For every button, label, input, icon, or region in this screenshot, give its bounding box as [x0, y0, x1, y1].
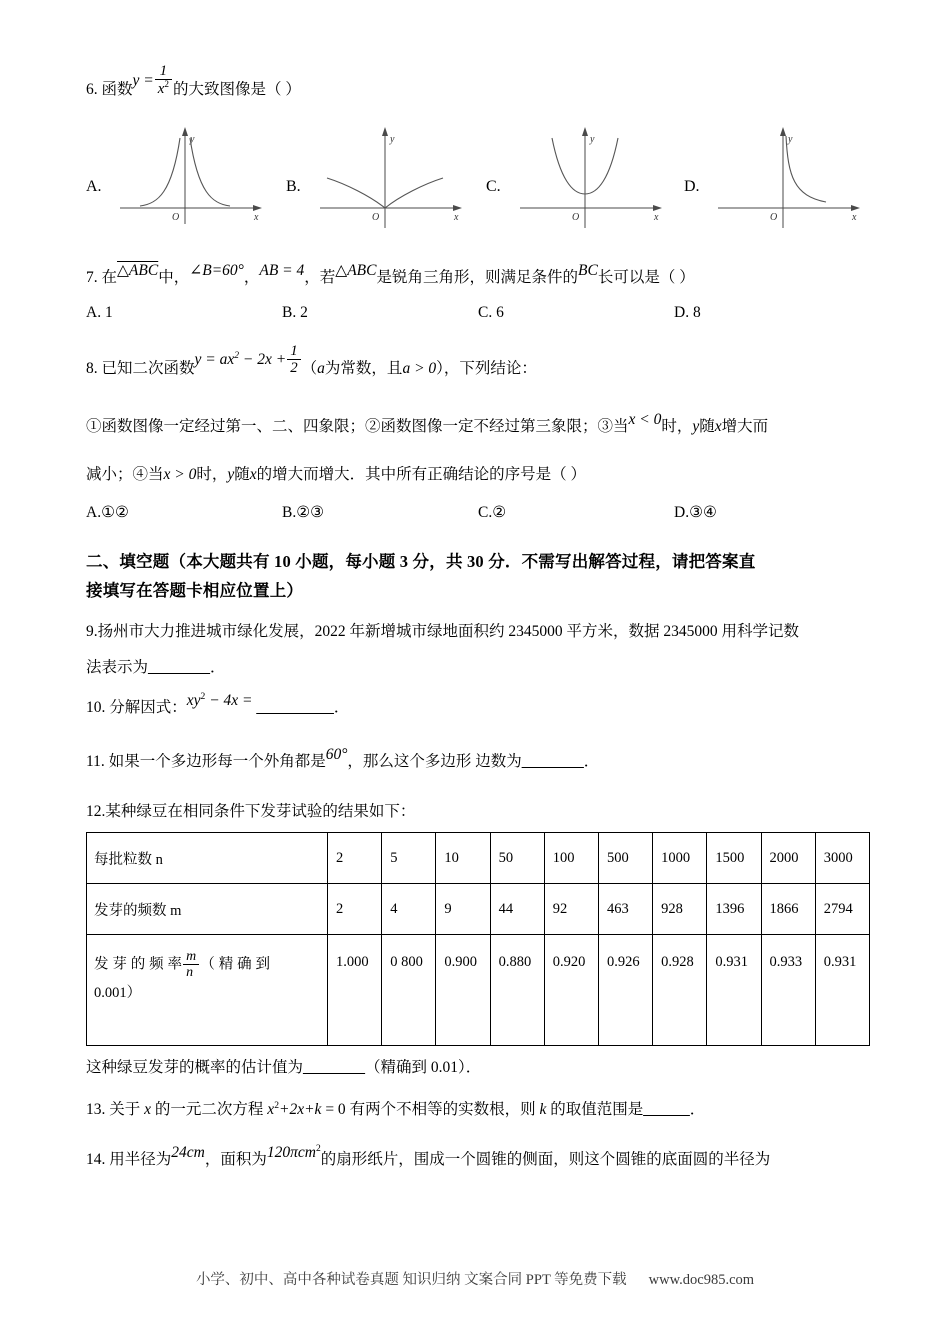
row-label-batch-size: 每批粒数 n — [87, 833, 328, 884]
q6-number: 6. — [86, 80, 98, 98]
q9-number: 9. — [86, 623, 98, 640]
svg-text:y: y — [390, 134, 395, 146]
svg-text:x: x — [254, 212, 259, 224]
question-14 — [86, 1142, 870, 1172]
svg-text:O: O — [572, 212, 580, 224]
q7-number: 7. — [86, 269, 98, 287]
q10-answer-blank[interactable]: __________ — [256, 699, 334, 717]
section-2-heading — [86, 548, 870, 606]
q8-line1-d: 增大而 — [721, 418, 769, 436]
q14-text-2: ，面积为 — [204, 1151, 267, 1169]
table-cell: 5 — [382, 833, 436, 884]
table-cell: 0 800 — [382, 935, 436, 1046]
table-row — [87, 884, 870, 935]
q8-stem-post-3: ），下列结论： — [436, 360, 537, 378]
q8-line1-y: y — [692, 418, 700, 436]
table-cell: 3000 — [815, 833, 869, 884]
q6-formula: y = $\frac{1}{x^2}$ — [133, 63, 173, 97]
table-cell: 500 — [598, 833, 652, 884]
table-cell: 1396 — [707, 884, 761, 935]
q8-line2-d: 的增大而增大．其中所有正确结论的序号是（ ） — [256, 466, 587, 484]
section-2-heading-line-2: 接填写在答题卡相应位置上） — [86, 581, 304, 601]
q14-text-1: 用半径为 — [109, 1151, 172, 1169]
q11-answer-blank[interactable]: ________ — [521, 753, 584, 771]
q7-triangle-abc-2: △ABC — [335, 262, 377, 280]
q13-equation: $x^2+2x+k = 0$ — [267, 1099, 346, 1119]
q6-options-graphs — [86, 116, 870, 234]
q7-text-6: 长可以是（ ） — [597, 269, 695, 287]
q7-option-d[interactable]: D. 8 — [674, 304, 701, 322]
q11-text-2: ，那么这个多边形 边数为 — [347, 753, 522, 771]
svg-text:y: y — [788, 134, 793, 146]
q13-var-x: x — [144, 1101, 152, 1119]
q12-after-post: （精确到 0.01）． — [365, 1059, 482, 1077]
q8-line2-y: y — [227, 466, 235, 484]
question-10 — [86, 690, 870, 720]
q10-post: ． — [333, 699, 350, 717]
table-cell: 928 — [653, 884, 707, 935]
footer-site-url[interactable]: www.doc985.com — [648, 1272, 755, 1288]
svg-text:O: O — [372, 212, 380, 224]
q8-stem-post-1: （ — [301, 360, 318, 378]
table-cell: 0.928 — [653, 935, 707, 1046]
q6-option-b[interactable] — [286, 116, 501, 234]
q10-number: 10. — [86, 699, 106, 717]
q8-line2-b: 时， — [196, 466, 228, 484]
q7-text-2: 中， — [158, 269, 190, 287]
rate-label-inline: 发 芽 的 频 率 $\frac{m}{n}$ （ 精 确 到 — [94, 949, 271, 981]
graph-parabola-upward — [510, 116, 670, 234]
q7-text-4: ，若 — [304, 269, 336, 287]
section-2-heading-line-1: 二、填空题（本大题共有 10 小题，每小题 3 分，共 30 分．不需写出解答过程，请把答案直 — [86, 552, 756, 572]
table-cell: 1.000 — [328, 935, 382, 1046]
q8-conclusions-line-1 — [86, 411, 870, 439]
svg-text:y: y — [590, 134, 595, 146]
q7-option-c[interactable]: C. 6 — [478, 304, 504, 322]
q14-radius: 24cm — [171, 1144, 205, 1162]
q9-line-1: 扬州市大力推进城市绿化发展，2022 年新增城市绿地面积约 2345000 平方米，数据 2345000 用科学记数 — [97, 623, 800, 640]
q8-option-a[interactable]: A.①② — [86, 504, 129, 522]
q8-number: 8. — [86, 360, 98, 378]
q7-text-5: 是锐角三角形，则满足条件的 — [376, 269, 579, 287]
table-cell: 2 — [328, 884, 382, 935]
question-9 — [86, 620, 870, 644]
table-cell: 50 — [490, 833, 544, 884]
q12-estimate-line — [86, 1056, 870, 1080]
table-cell: 100 — [544, 833, 598, 884]
question-6 — [86, 63, 870, 106]
table-cell: 2000 — [761, 833, 815, 884]
q8-conclusions-line-2 — [86, 463, 870, 487]
graph-sqrt-arcs — [310, 116, 470, 234]
q9-line2-post: ． — [210, 659, 226, 677]
svg-text:O: O — [172, 212, 180, 224]
q11-post: ． — [583, 753, 600, 771]
q8-line1-x: x — [714, 418, 722, 436]
q7-angle-b: ∠B=60° — [189, 262, 244, 280]
footer-text: 小学、初中、高中各种试卷真题 知识归纳 文案合同 PPT 等免费下载 — [195, 1272, 627, 1288]
question-8 — [86, 343, 870, 385]
table-cell: 0.926 — [598, 935, 652, 1046]
table-cell: 2794 — [815, 884, 869, 935]
row-label-germination-count: 发芽的频数 m — [87, 884, 328, 935]
q8-line1-c: 随 — [699, 418, 715, 436]
svg-text:x: x — [852, 212, 857, 224]
q8-line1-b: 时， — [661, 418, 693, 436]
q8-stem-pre: 已知二次函数 — [101, 360, 195, 378]
page-content — [86, 63, 870, 1172]
q14-text-3: 的扇形纸片，围成一个圆锥的侧面，则这个圆锥的底面圆的半径为 — [320, 1151, 771, 1169]
q8-x-greater-zero: x > 0 — [163, 466, 197, 484]
q8-fraction: $\frac{1}{2}$ — [287, 343, 300, 376]
q14-number: 14. — [86, 1151, 106, 1169]
q6-option-d[interactable] — [684, 116, 899, 234]
row-label-germination-rate — [87, 935, 328, 1046]
q13-text-3: 有两个不相等的实数根，则 — [349, 1101, 536, 1119]
table-cell: 2 — [328, 833, 382, 884]
q9-line-2 — [86, 656, 870, 680]
table-row — [87, 935, 870, 1046]
table-cell: 0.920 — [544, 935, 598, 1046]
q8-line2-c: 随 — [234, 466, 250, 484]
q8-var-a: a — [317, 360, 325, 378]
q7-triangle-abc-1: △ABC — [117, 262, 159, 280]
q13-answer-blank[interactable]: ______ — [643, 1101, 690, 1119]
table-cell: 0.933 — [761, 935, 815, 1046]
table-cell: 0.931 — [815, 935, 869, 1046]
q8-x-less-zero: x < 0 — [628, 411, 662, 429]
q12-answer-blank[interactable]: ________ — [303, 1059, 366, 1077]
svg-text:O: O — [770, 212, 778, 224]
q8-option-c[interactable]: C.② — [478, 504, 507, 522]
question-13 — [86, 1098, 870, 1122]
q8-options — [86, 503, 870, 522]
table-cell: 44 — [490, 884, 544, 935]
q12-stem: 某种绿豆在相同条件下发芽试验的结果如下： — [105, 803, 416, 821]
q8-conclusion-1-2: ①函数图像一定经过第一、二、四象限；②函数图像一定不经过第三象限；③当 — [86, 418, 629, 436]
q13-text-4: 的取值范围是 — [550, 1101, 644, 1119]
table-cell: 4 — [382, 884, 436, 935]
q6-fraction: $\frac{1}{x^2}$ — [155, 63, 172, 97]
svg-text:x: x — [454, 212, 459, 224]
table-cell: 10 — [436, 833, 490, 884]
rate-label-precision: 0.001） — [94, 985, 142, 1002]
graph-reciprocal-square — [110, 116, 270, 234]
table-cell: 0.900 — [436, 935, 490, 1046]
q14-area: 120πcm$^2$ — [266, 1142, 321, 1162]
q7-text-1: 在 — [101, 269, 118, 287]
q12-after-pre: 这种绿豆发芽的概率的估计值为 — [86, 1059, 304, 1077]
q6-option-c-label: C. — [486, 178, 501, 196]
table-cell: 463 — [598, 884, 652, 935]
q10-label: 分解因式： — [109, 699, 187, 717]
question-12 — [86, 800, 870, 824]
table-cell: 1000 — [653, 833, 707, 884]
q8-formula-lhs: $y = ax^2$ — [194, 349, 240, 369]
q8-condition-a: a > 0 — [402, 360, 437, 378]
q8-formula: $y = ax^2 - 2x$ + $\frac{1}{2}$ — [195, 343, 302, 376]
q6-option-a[interactable] — [86, 116, 301, 234]
q6-stem-pre: 函数 — [101, 80, 133, 98]
q6-stem-post: 的大致图像是（ ） — [172, 80, 301, 98]
svg-text:x: x — [654, 212, 659, 224]
q8-option-d[interactable]: D.③④ — [674, 504, 717, 522]
q13-var-k: k — [539, 1101, 547, 1119]
table-cell: 1866 — [761, 884, 815, 935]
q13-post: ． — [689, 1101, 706, 1119]
q7-text-3: ， — [243, 269, 260, 287]
q13-number: 13. — [86, 1101, 106, 1119]
q7-option-a[interactable]: A. 1 — [86, 304, 113, 322]
q6-option-d-label: D. — [684, 178, 700, 196]
q12-number: 12. — [86, 803, 106, 821]
table-cell: 92 — [544, 884, 598, 935]
q7-options — [86, 304, 870, 322]
question-7 — [86, 262, 870, 290]
page-footer — [0, 1268, 950, 1289]
q7-option-b[interactable]: B. 2 — [282, 304, 308, 322]
q9-answer-blank[interactable]: ________ — [148, 659, 211, 677]
q6-option-b-label: B. — [286, 178, 301, 196]
q11-text-1: 如果一个多边形每一个外角都是 — [108, 753, 326, 771]
q8-line2-a: 减小；④当 — [86, 466, 164, 484]
table-cell: 1500 — [707, 833, 761, 884]
q13-text-1: 关于 — [109, 1101, 141, 1119]
q7-ab-length: AB = 4 — [259, 262, 305, 280]
germination-data-table — [86, 832, 870, 1046]
q6-option-c[interactable] — [486, 116, 701, 234]
q8-option-b[interactable]: B.②③ — [282, 504, 325, 522]
q13-text-2: 的一元二次方程 — [154, 1101, 264, 1119]
table-cell: 0.880 — [490, 935, 544, 1046]
table-cell: 9 — [436, 884, 490, 935]
q7-bc: BC — [578, 262, 598, 280]
q11-angle-value: 60° — [325, 746, 348, 764]
table-cell: 0.931 — [707, 935, 761, 1046]
q6-fraction-denominator: $x^2$ — [155, 79, 172, 97]
rate-fraction: $\frac{m}{n}$ — [183, 949, 199, 980]
svg-text:y: y — [190, 134, 195, 146]
q10-expression: $xy^2 - 4x$ = — [186, 690, 253, 710]
graph-hyperbola-q1 — [708, 116, 868, 234]
q8-stem-post-2: 为常数，且 — [324, 360, 403, 378]
q8-line2-x: x — [249, 466, 257, 484]
q6-option-a-label: A. — [86, 178, 102, 196]
q11-number: 11. — [86, 753, 105, 771]
question-11 — [86, 746, 870, 774]
q9-line2-pre: 法表示为 — [86, 659, 149, 677]
table-row — [87, 833, 870, 884]
